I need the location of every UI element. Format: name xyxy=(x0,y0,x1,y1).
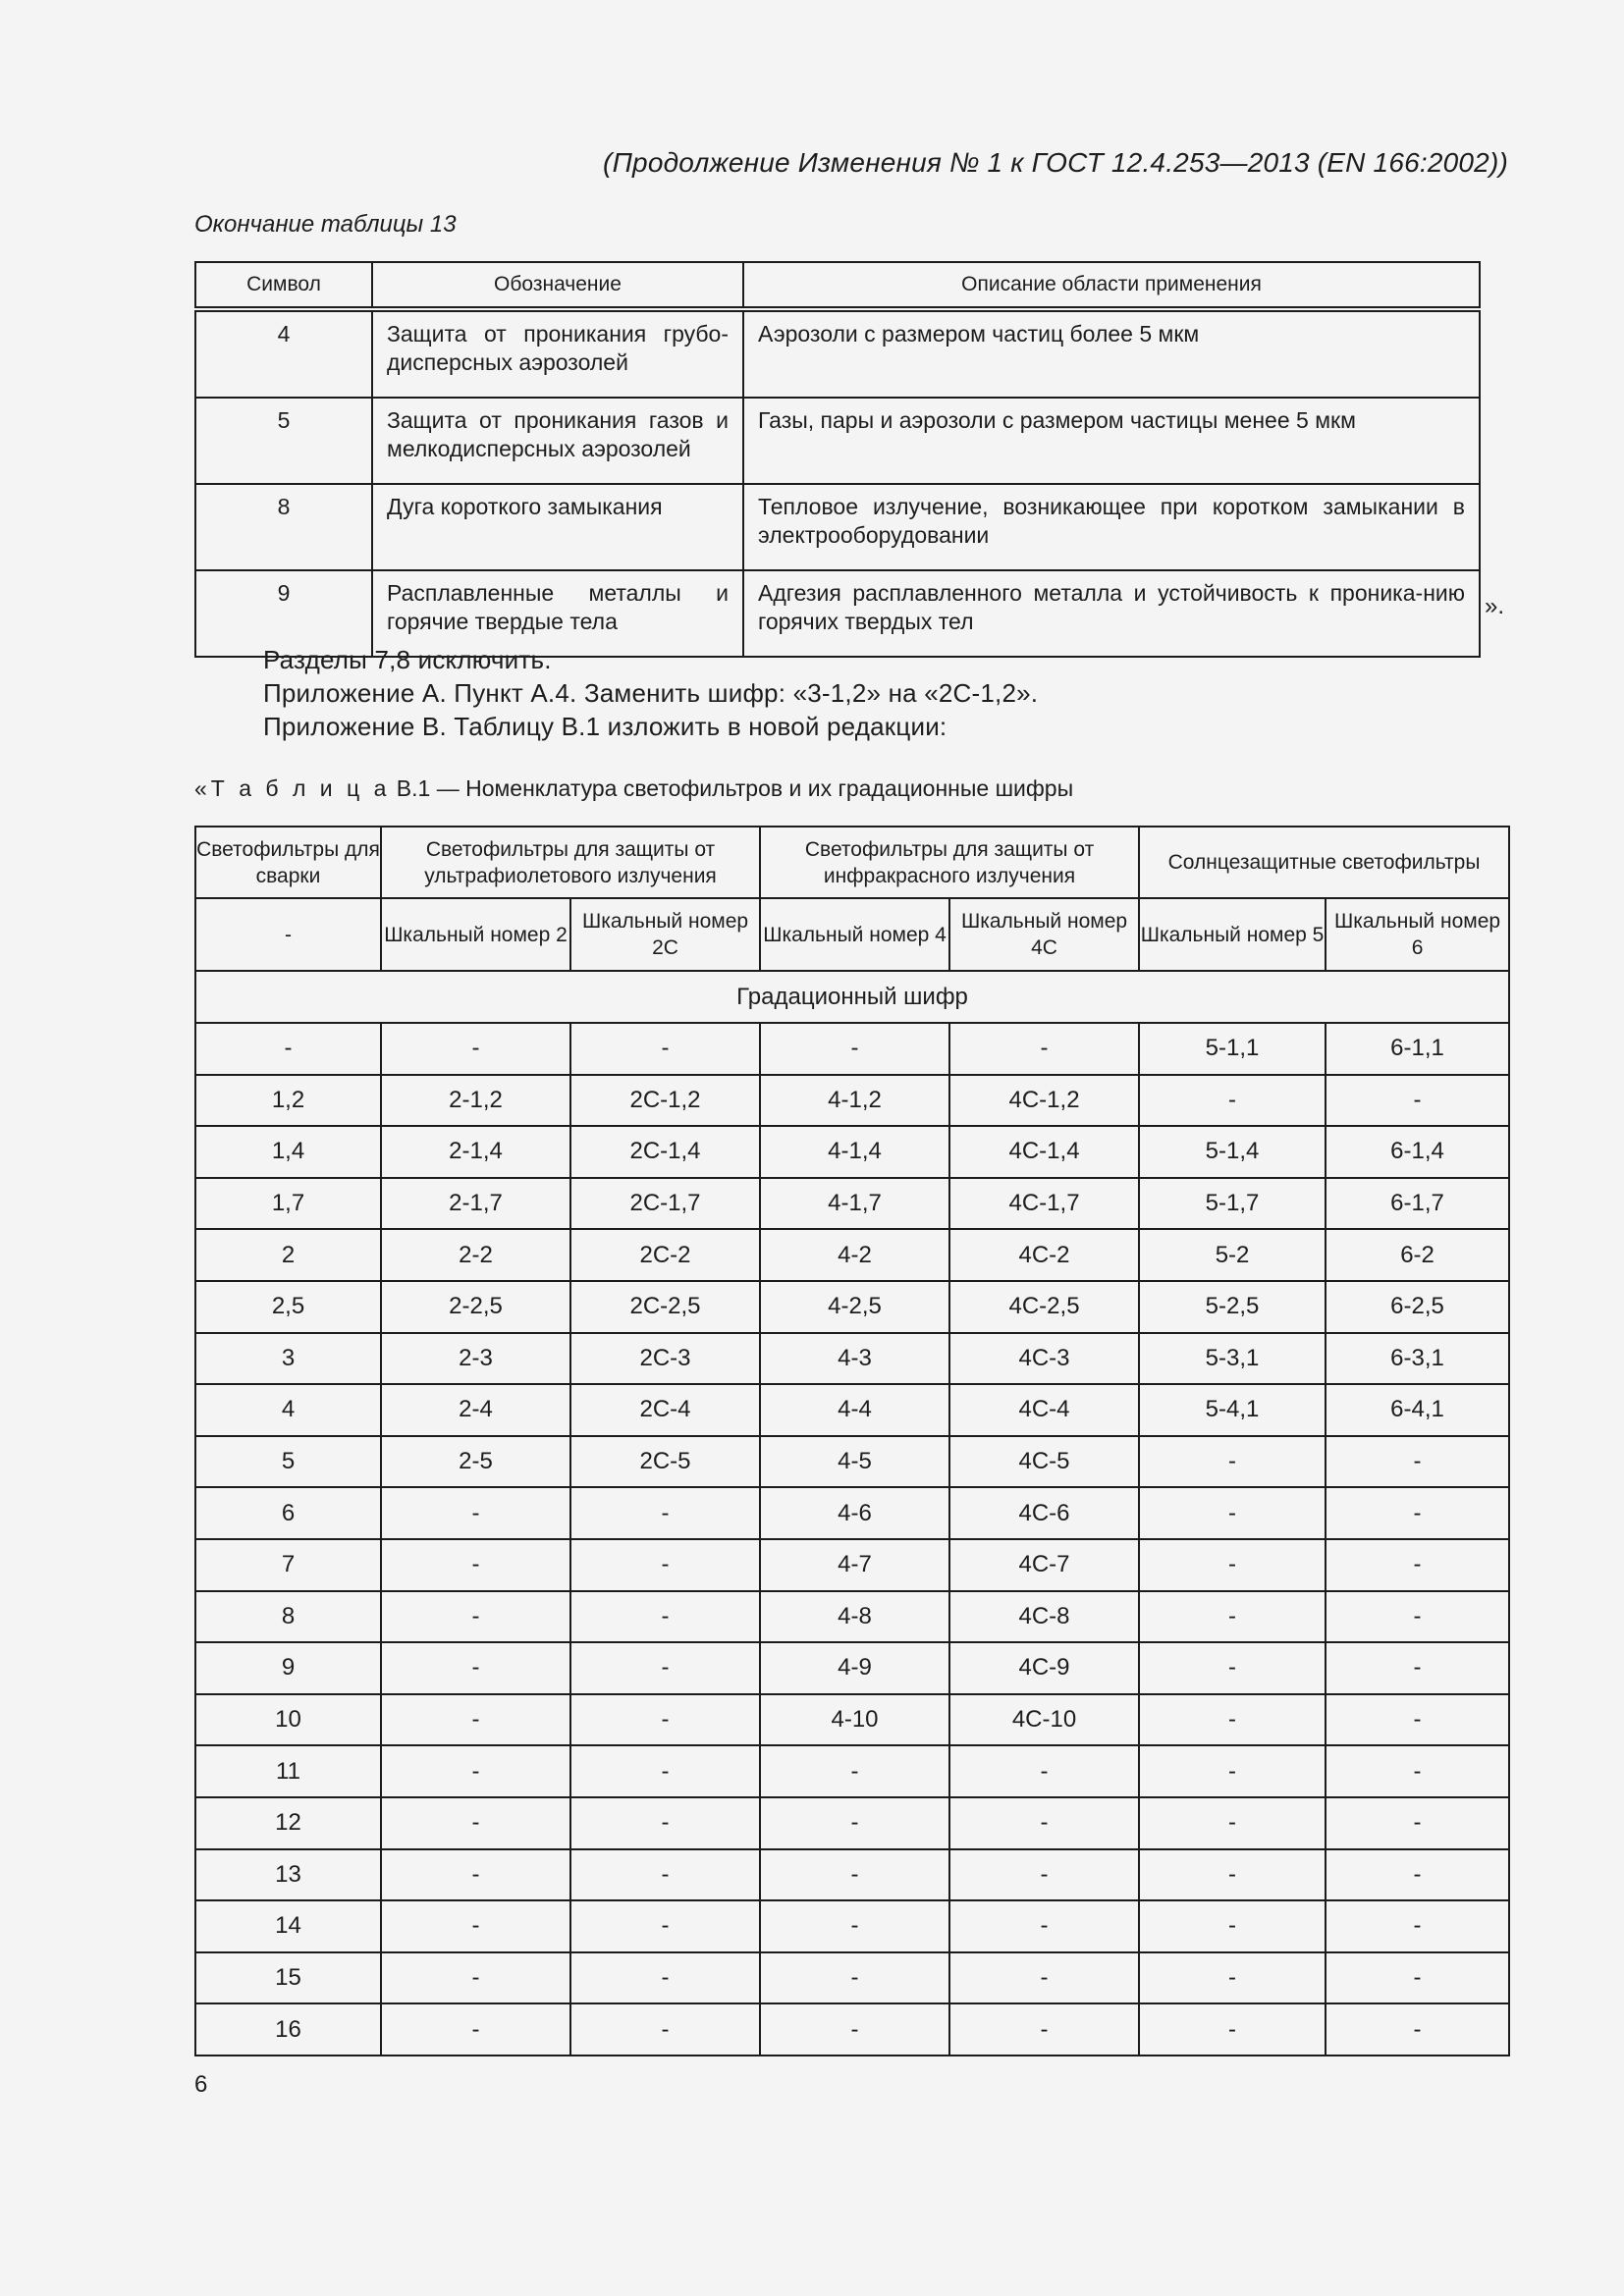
tableB1-cell: - xyxy=(1326,1436,1509,1488)
tableB1-cell: - xyxy=(1139,1694,1326,1746)
table13-cell-symbol: 4 xyxy=(195,309,372,398)
tableB1-cell: - xyxy=(1139,1900,1326,1952)
tableB1-cell: - xyxy=(1139,1952,1326,2004)
tableB1-header-sun: Солнцезащитные светофильтры xyxy=(1139,827,1509,898)
tableB1-cell: - xyxy=(381,1849,570,1901)
tableB1-cell: 5-2,5 xyxy=(1139,1281,1326,1333)
tableB1-cell: 11 xyxy=(195,1745,381,1797)
tableB1-cell: 4С-8 xyxy=(949,1591,1139,1643)
tableB1-cell: 1,4 xyxy=(195,1126,381,1178)
tableB1-cell: - xyxy=(1139,1487,1326,1539)
table-row xyxy=(195,1694,1509,1746)
tableB1-cell: - xyxy=(1326,1591,1509,1643)
tableB1-cell: - xyxy=(1139,1436,1326,1488)
tableB1-cell: - xyxy=(195,1023,381,1075)
tableB1-cell: - xyxy=(1139,1745,1326,1797)
tableB1-subheader: Шкальный номер 6 xyxy=(1326,898,1509,971)
tableB1-cell: - xyxy=(1139,1591,1326,1643)
table13-cell-designation: Защита от проникания грубо-дисперсных аэрозолей xyxy=(372,309,743,398)
tableB1-cell: 2-3 xyxy=(381,1333,570,1385)
tableB1-cell: - xyxy=(1326,1694,1509,1746)
tableB1-cell: - xyxy=(381,1023,570,1075)
tableB1-cell: 4-7 xyxy=(760,1539,949,1591)
tableB1-cell: 3 xyxy=(195,1333,381,1385)
tableB1-cell: 5-4,1 xyxy=(1139,1384,1326,1436)
tableB1-header-ir: Светофильтры для защиты от инфракрасного излучения xyxy=(760,827,1139,898)
tableB1-cell: 2-1,4 xyxy=(381,1126,570,1178)
tableB1-cell: - xyxy=(949,2003,1139,2056)
tableB1-cell: 4-1,4 xyxy=(760,1126,949,1178)
tableB1-cell: - xyxy=(1326,2003,1509,2056)
table-row xyxy=(195,1487,1509,1539)
tableB1-cell: - xyxy=(1139,1849,1326,1901)
tableB1-cell: - xyxy=(570,1591,760,1643)
tableB1-cell: 2С-1,4 xyxy=(570,1126,760,1178)
tableB1-cell: 2-2 xyxy=(381,1229,570,1281)
tableB1-caption-rest: В.1 — Номенклатура светофильтров и их градационные шифры xyxy=(390,775,1074,801)
table13-cell-designation: Защита от проникания газов и мелкодисперсных аэрозолей xyxy=(372,398,743,484)
table-row xyxy=(195,309,1480,398)
tableB1-caption xyxy=(194,775,1073,802)
tableB1-cell: 4-10 xyxy=(760,1694,949,1746)
tableB1-cell: 5-3,1 xyxy=(1139,1333,1326,1385)
table-row xyxy=(195,570,1480,657)
tableB1-cell: 5-2 xyxy=(1139,1229,1326,1281)
tableB1-cell: 4С-1,4 xyxy=(949,1126,1139,1178)
tableB1-cell: 4С-10 xyxy=(949,1694,1139,1746)
tableB1-cell: - xyxy=(1326,1642,1509,1694)
tableB1-subheader: Шкальный номер 4 xyxy=(760,898,949,971)
tableB1-cell: 4-1,2 xyxy=(760,1075,949,1127)
tableB1-cell: - xyxy=(760,1797,949,1849)
tableB1-cell: - xyxy=(381,1952,570,2004)
table13-caption: Окончание таблицы 13 xyxy=(194,211,457,238)
tableB1-cell: - xyxy=(381,1745,570,1797)
tableB1-cell: - xyxy=(381,1900,570,1952)
tableB1-cell: 4-6 xyxy=(760,1487,949,1539)
tableB1-cell: - xyxy=(381,1642,570,1694)
table13-cell-description: Адгезия расплавленного металла и устойчивость к проника-нию горячих твердых тел xyxy=(743,570,1480,657)
running-title: (Продолжение Изменения № 1 к ГОСТ 12.4.253—2013 (EN 166:2002)) xyxy=(603,147,1508,178)
table-row xyxy=(195,1384,1509,1436)
tableB1-cell: - xyxy=(1326,1797,1509,1849)
tableB1-cell: 6-1,7 xyxy=(1326,1178,1509,1230)
table-row xyxy=(195,1126,1509,1178)
tableB1-cell: - xyxy=(381,1487,570,1539)
table-row xyxy=(195,1333,1509,1385)
tableB1-cell: 4-4 xyxy=(760,1384,949,1436)
tableB1-cell: - xyxy=(570,1023,760,1075)
tableB1-cell: - xyxy=(949,1797,1139,1849)
tableB1-cell: 10 xyxy=(195,1694,381,1746)
tableB1-cell: 4С-5 xyxy=(949,1436,1139,1488)
tableB1-cell: 2-1,7 xyxy=(381,1178,570,1230)
table-row xyxy=(195,1797,1509,1849)
tableB1-cell: - xyxy=(570,1745,760,1797)
tableB1-cell: - xyxy=(570,1797,760,1849)
table13-col-designation: Обозначение xyxy=(372,262,743,309)
tableB1-cell: 5 xyxy=(195,1436,381,1488)
tableB1-cell: 6-2,5 xyxy=(1326,1281,1509,1333)
tableB1-cell: - xyxy=(570,1487,760,1539)
table-row xyxy=(195,1849,1509,1901)
tableB1-cell: 7 xyxy=(195,1539,381,1591)
paragraph-sections-excluded: Разделы 7,8 исключить. xyxy=(263,645,552,674)
tableB1-cell: - xyxy=(949,1900,1139,1952)
table-row xyxy=(195,1436,1509,1488)
tableB1-cell: - xyxy=(760,2003,949,2056)
tableB1-cell: - xyxy=(1139,1539,1326,1591)
tableB1-cell: - xyxy=(949,1952,1139,2004)
tableB1-cell: 4С-7 xyxy=(949,1539,1139,1591)
tableB1-cell: 2С-3 xyxy=(570,1333,760,1385)
tableB1-cell: 2-2,5 xyxy=(381,1281,570,1333)
tableB1-cell: - xyxy=(381,1539,570,1591)
tableB1-cell: 6 xyxy=(195,1487,381,1539)
tableB1-cell: - xyxy=(570,1900,760,1952)
tableB1-subheader: Шкальный номер 4С xyxy=(949,898,1139,971)
closing-quote: ». xyxy=(1485,593,1505,619)
tableB1-grad-label: Градационный шифр xyxy=(195,971,1509,1023)
tableB1-cell: - xyxy=(570,2003,760,2056)
tableB1-cell: 15 xyxy=(195,1952,381,2004)
table13-cell-symbol: 5 xyxy=(195,398,372,484)
tableB1-cell: 2С-2 xyxy=(570,1229,760,1281)
tableB1-cell: 4С-4 xyxy=(949,1384,1139,1436)
tableB1-cell: - xyxy=(1326,1900,1509,1952)
tableB1-cell: 4С-6 xyxy=(949,1487,1139,1539)
table13-cell-description: Аэрозоли с размером частиц более 5 мкм xyxy=(743,309,1480,398)
tableB1-cell: - xyxy=(570,1642,760,1694)
tableB1-cell: 2С-2,5 xyxy=(570,1281,760,1333)
tableB1-cell: 14 xyxy=(195,1900,381,1952)
tableB1-cell: - xyxy=(1326,1075,1509,1127)
tableB1-cell: 6-4,1 xyxy=(1326,1384,1509,1436)
tableB1-cell: 4С-2 xyxy=(949,1229,1139,1281)
tableB1-header-welding: Светофильтры для сварки xyxy=(195,827,381,898)
tableB1-cell: 4-2,5 xyxy=(760,1281,949,1333)
tableB1-cell: - xyxy=(570,1539,760,1591)
tableB1-cell: - xyxy=(1326,1849,1509,1901)
tableB1-cell: 2С-5 xyxy=(570,1436,760,1488)
tableB1-cell: 4С-9 xyxy=(949,1642,1139,1694)
tableB1-subheader: Шкальный номер 2 xyxy=(381,898,570,971)
tableB1-cell: - xyxy=(760,1849,949,1901)
tableB1-cell: 8 xyxy=(195,1591,381,1643)
tableB1-cell: 2-5 xyxy=(381,1436,570,1488)
table-row xyxy=(195,2003,1509,2056)
tableB1-cell: 4-5 xyxy=(760,1436,949,1488)
tableB1-cell: 4-3 xyxy=(760,1333,949,1385)
tableB1-grad-row xyxy=(195,971,1509,1023)
tableB1-cell: - xyxy=(1326,1745,1509,1797)
tableB1-cell: - xyxy=(1139,1797,1326,1849)
table-row xyxy=(195,398,1480,484)
tableB1-cell: 1,2 xyxy=(195,1075,381,1127)
table13-cell-symbol: 8 xyxy=(195,484,372,570)
tableB1-cell: 4-2 xyxy=(760,1229,949,1281)
tableB1-cell: 6-1,4 xyxy=(1326,1126,1509,1178)
table-row xyxy=(195,1900,1509,1952)
tableB1-cell: 12 xyxy=(195,1797,381,1849)
tableB1-cell: 2С-4 xyxy=(570,1384,760,1436)
tableB1-cell: 5-1,4 xyxy=(1139,1126,1326,1178)
table13-cell-symbol: 9 xyxy=(195,570,372,657)
tableB1-cell: 5-1,1 xyxy=(1139,1023,1326,1075)
tableB1-cell: - xyxy=(1326,1539,1509,1591)
table13-cell-description: Газы, пары и аэрозоли с размером частицы менее 5 мкм xyxy=(743,398,1480,484)
tableB1-cell: 4-9 xyxy=(760,1642,949,1694)
table-row xyxy=(195,1745,1509,1797)
tableB1-cell: 2С-1,2 xyxy=(570,1075,760,1127)
tableB1-cell: 6-1,1 xyxy=(1326,1023,1509,1075)
table-row xyxy=(195,1539,1509,1591)
tableB1-cell: 4С-2,5 xyxy=(949,1281,1139,1333)
tableB1-cell: 2С-1,7 xyxy=(570,1178,760,1230)
tableB1-subheader: Шкальный номер 2С xyxy=(570,898,760,971)
tableB1-cell: 2-4 xyxy=(381,1384,570,1436)
tableB1-cell: 2 xyxy=(195,1229,381,1281)
table-row xyxy=(195,1591,1509,1643)
table-row xyxy=(195,484,1480,570)
tableB1-cell: 4С-1,2 xyxy=(949,1075,1139,1127)
table13-col-symbol: Символ xyxy=(195,262,372,309)
table-row xyxy=(195,1952,1509,2004)
table13-cell-description: Тепловое излучение, возникающее при коротком замыкании в электрооборудовании xyxy=(743,484,1480,570)
table13-header-row xyxy=(195,262,1480,309)
tableB1-cell: 4 xyxy=(195,1384,381,1436)
tableB1-cell: 1,7 xyxy=(195,1178,381,1230)
tableB1-cell: 4-1,7 xyxy=(760,1178,949,1230)
tableB1-cell: - xyxy=(1139,2003,1326,2056)
page-number: 6 xyxy=(194,2071,208,2098)
tableB1-cell: - xyxy=(760,1023,949,1075)
tableB1-cell: 4С-3 xyxy=(949,1333,1139,1385)
tableB1-header-uv: Светофильтры для защиты от ультрафиолетового излучения xyxy=(381,827,760,898)
tableB1-group-header-row xyxy=(195,827,1509,898)
tableB1-cell: 5-1,7 xyxy=(1139,1178,1326,1230)
tableB1-cell: 4С-1,7 xyxy=(949,1178,1139,1230)
tableB1-cell: - xyxy=(949,1023,1139,1075)
tableB1-cell: - xyxy=(1326,1487,1509,1539)
paragraph-appendix-a: Приложение А. Пункт А.4. Заменить шифр: «3-1,2» на «2С-1,2». xyxy=(263,678,1039,708)
tableB1-cell: - xyxy=(570,1849,760,1901)
tableB1-cell: - xyxy=(381,1694,570,1746)
table13-cell-designation: Дуга короткого замыкания xyxy=(372,484,743,570)
tableB1-subheader-row xyxy=(195,898,1509,971)
table-row xyxy=(195,1281,1509,1333)
tableB1-cell: - xyxy=(949,1849,1139,1901)
tableB1-cell: - xyxy=(570,1952,760,2004)
tableB1-cell: - xyxy=(1326,1952,1509,2004)
tableB1-cell: - xyxy=(1139,1075,1326,1127)
table-row xyxy=(195,1023,1509,1075)
tableB1-cell: 6-2 xyxy=(1326,1229,1509,1281)
table13 xyxy=(194,261,1481,658)
tableB1-subheader: - xyxy=(195,898,381,971)
table13-cell-designation: Расплавленные металлы и горячие твердые тела xyxy=(372,570,743,657)
paragraph-appendix-b: Приложение В. Таблицу В.1 изложить в новой редакции: xyxy=(263,712,947,741)
tableB1-cell: - xyxy=(381,1591,570,1643)
table-row xyxy=(195,1642,1509,1694)
table-row xyxy=(195,1178,1509,1230)
table-row xyxy=(195,1229,1509,1281)
tableB1-cell: - xyxy=(570,1694,760,1746)
tableB1-cell: 2,5 xyxy=(195,1281,381,1333)
tableB1-cell: 6-3,1 xyxy=(1326,1333,1509,1385)
tableB1-caption-lead: «Т а б л и ц а xyxy=(194,775,391,801)
tableB1-cell: - xyxy=(760,1900,949,1952)
tableB1-cell: 9 xyxy=(195,1642,381,1694)
tableB1-cell: - xyxy=(760,1745,949,1797)
tableB1-cell: - xyxy=(760,1952,949,2004)
tableB1-cell: - xyxy=(381,1797,570,1849)
tableB1-subheader: Шкальный номер 5 xyxy=(1139,898,1326,971)
tableB1-cell: - xyxy=(949,1745,1139,1797)
tableB1-cell: 16 xyxy=(195,2003,381,2056)
table-row xyxy=(195,1075,1509,1127)
tableB1-cell: 13 xyxy=(195,1849,381,1901)
tableB1-cell: - xyxy=(381,2003,570,2056)
tableB1-cell: - xyxy=(1139,1642,1326,1694)
tableB1 xyxy=(194,826,1510,2056)
tableB1-cell: 4-8 xyxy=(760,1591,949,1643)
tableB1-cell: 2-1,2 xyxy=(381,1075,570,1127)
table13-col-description: Описание области применения xyxy=(743,262,1480,309)
